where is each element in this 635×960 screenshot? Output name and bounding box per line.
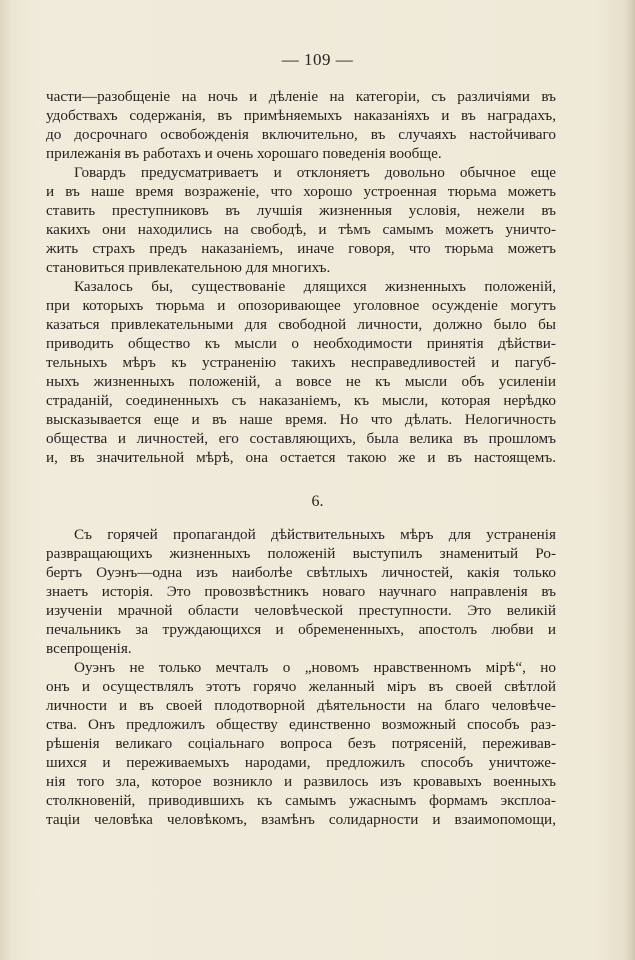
- text-line: печальникъ за труждающихся и обремененныхъ, апостолъ любви и: [46, 621, 556, 638]
- text-line: Съ горячей пропагандой дѣйствительныхъ мѣръ для устраненія: [74, 526, 556, 543]
- text-line: ства. Онъ предложилъ обществу единственно возможный способъ раз-: [46, 716, 556, 733]
- text-line: ныхъ жизненныхъ положеній, а вовсе не къ мысли объ усиленіи: [46, 373, 556, 390]
- text-line: Казалось бы, существованіе длящихся жизненныхъ положеній,: [74, 278, 556, 295]
- text-line: становиться привлекательною для многихъ.: [46, 259, 331, 276]
- text-line: тельныхъ мѣръ къ устраненію такихъ несправедливостей и пагуб-: [46, 354, 556, 371]
- text-line: прилежанія въ работахъ и очень хорошаго поведенія вообще.: [46, 145, 442, 162]
- text-line: развращающихъ жизненныхъ положеній выступилъ знаменитый Ро-: [46, 545, 556, 562]
- text-line: страданій, соединенныхъ съ наказаніемъ, къ мысли, которая нерѣдко: [46, 392, 556, 409]
- text-line: и въ наше время возраженіе, что хорошо устроенная тюрьма можетъ: [46, 183, 556, 200]
- page-number: — 109 —: [281, 50, 354, 69]
- text-line: нія того зла, которое возникло и развилось изъ кровавыхъ военныхъ: [46, 773, 556, 790]
- text-line: жить страхъ предъ наказаніемъ, иначе говоря, что тюрьма можетъ: [46, 240, 556, 257]
- text-line: при которыхъ тюрьма и опозоривающее уголовное осужденіе могутъ: [46, 297, 556, 314]
- text-line: приводить общество къ мысли о необходимости принятія дѣйстви-: [46, 335, 556, 352]
- text-line: таціи человѣка человѣкомъ, взамѣнъ солидарности и взаимопомощи,: [46, 811, 556, 828]
- text-line: до досрочнаго освобожденія включительно, въ случаяхъ настойчиваго: [46, 126, 556, 143]
- text-line: удобствахъ содержанія, въ примѣняемыхъ наказаніяхъ и въ наградахъ,: [46, 107, 556, 124]
- text-line: высказывается еще и въ наше время. Но что дѣлать. Нелогичность: [46, 411, 556, 428]
- text-line: Говардъ предусматриваетъ и отклоняетъ довольно обычное еще: [74, 164, 556, 181]
- text-line: Оуэнъ не только мечталъ о „новомъ нравственномъ мірѣ“, но: [74, 659, 556, 676]
- text-line: ставить преступниковъ въ лучшія жизненныя условія, нежели въ: [46, 202, 556, 219]
- text-line: всепрощенія.: [46, 640, 132, 657]
- text-line: знаетъ исторія. Это провозвѣстникъ новаго научнаго направленія въ: [46, 583, 556, 600]
- text-line: какихъ они находились на свободѣ, и тѣмъ самымъ можетъ уничто-: [46, 221, 556, 238]
- text-line: бертъ Оуэнъ—одна изъ наиболѣе свѣтлыхъ личностей, какія только: [46, 564, 556, 581]
- section-number: 6.: [311, 493, 324, 510]
- text-line: личности и въ своей плодотворной дѣятельности на благо человѣче-: [46, 697, 556, 714]
- text-line: шихся и переживаемыхъ народами, предложилъ способъ уничтоже-: [46, 754, 556, 771]
- text-line: изученіи мрачной области человѣческой преступности. Это великій: [46, 602, 556, 619]
- text-block-1: [46, 87, 556, 467]
- text-line: и, въ значительной мѣрѣ, она остается такою же и въ настоящемъ.: [46, 449, 556, 466]
- text-line: онъ и осуществлялъ этотъ горячо желанный міръ въ своей свѣтлой: [46, 678, 556, 695]
- text-line: части—разобщеніе на ночь и дѣленіе на категоріи, съ различіями въ: [46, 88, 556, 105]
- text-line: общества и личностей, его составляющихъ, была велика въ прошломъ: [46, 430, 556, 447]
- text-line: рѣшенія великаго соціальнаго вопроса безъ потрясеній, переживав-: [46, 735, 556, 752]
- text-line: казаться привлекательными для свободной личности, должно было бы: [46, 316, 556, 333]
- text-line: столкновеній, приводившихъ къ самымъ ужаснымъ формамъ эксплоа-: [46, 792, 556, 809]
- text-block-2: [46, 525, 556, 829]
